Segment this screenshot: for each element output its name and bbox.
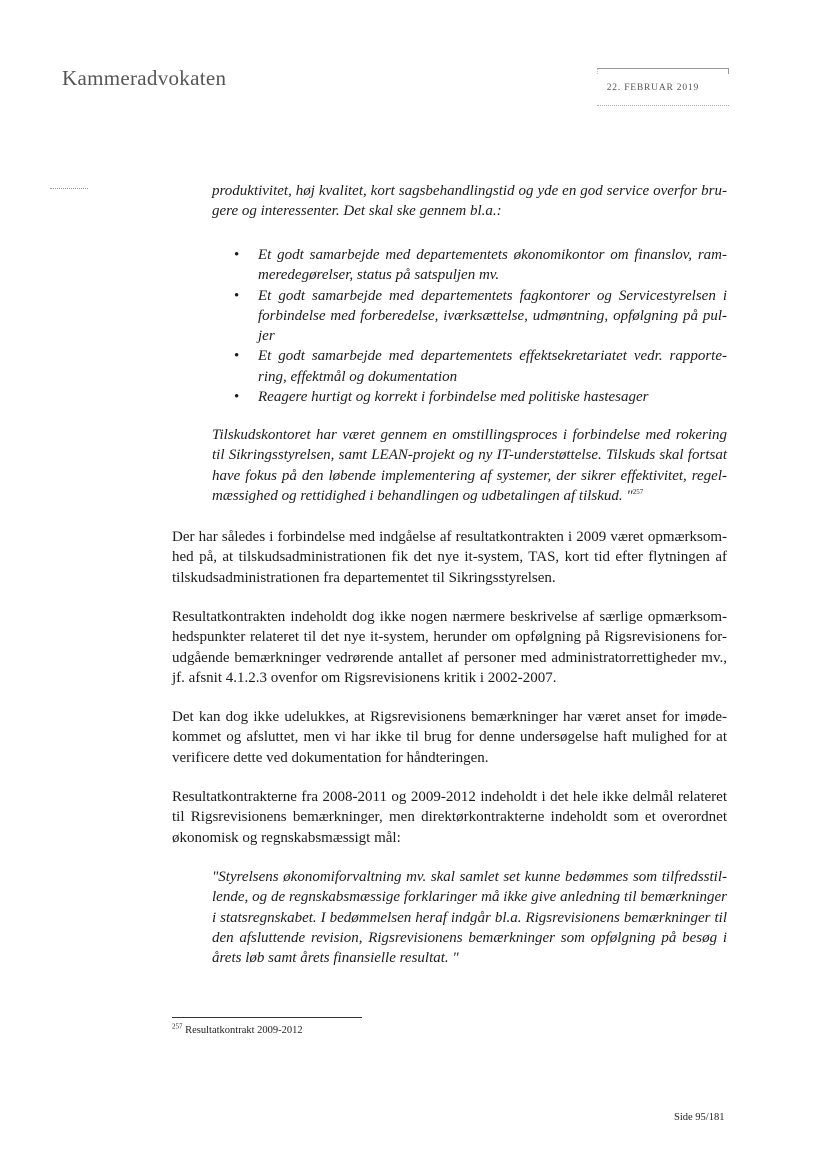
date-box-bottom-rule <box>597 105 729 106</box>
quote-closing-text: Tilskudskontoret har været gennem en omstillingsproces i forbindelse med rokering til Sikringsstyrelsen, samt LEAN-projekt og ny IT-understøttelse. Tilskuds skal fortsat have fokus på den løbende implementering af systemer, der sikrer effektivitet, regel-mæssighed og rettidighed i behandlingen og udbetalingen af tilskud. " <box>212 427 727 504</box>
document-date: 22. FEBRUAR 2019 <box>606 83 699 93</box>
footnote-number: 257 <box>172 1022 183 1031</box>
page-number: Side 95/181 <box>674 1112 725 1123</box>
body-paragraph: Der har således i forbindelse med indgåelse af resultatkontrakten i 2009 været opmærksom-hed på, at tilskudsadministrationen fik det nye it-system, TAS, kort tid efter flytningen af tilskudsadministrationen fra departementet til Sikringsstyrelsen. <box>172 529 727 586</box>
bullet-item <box>212 245 727 286</box>
bullet-icon: • <box>234 389 240 406</box>
quote-closing <box>212 425 727 506</box>
footnote-text: Resultatkontrakt 2009-2012 <box>185 1025 303 1036</box>
bullet-item <box>212 286 727 347</box>
footnote <box>172 1022 303 1036</box>
bullet-text: Et godt samarbejde med departementets fagkontorer og Servicestyrelsen i forbindelse med forberedelse, iværksættelse, udmøntning, opfølgning på pul-jer <box>258 287 727 345</box>
body-paragraph: Det kan dog ikke udelukkes, at Rigsrevisionens bemærkninger har været anset for imøde-kommet og afsluttet, men vi har ikke til brug for denne undersøgelse haft mulighed for at verificere dette ved dokumentation for håndteringen. <box>172 709 727 766</box>
margin-mark <box>50 188 88 189</box>
bullet-icon: • <box>234 348 240 365</box>
body-paragraph: Resultatkontrakten indeholdt dog ikke nogen nærmere beskrivelse af særlige opmærksom-hedspunkter relateret til det nye it-system, herunder om opfølgning på Rigsrevisionens for-udgående bemærkninger vedrørende antallet af personer med administratorrettigheder mv., jf. afsnit 4.1.2.3 ovenfor om Rigsrevisionens kritik i 2002-2007. <box>172 609 727 686</box>
bullet-icon: • <box>234 287 240 304</box>
date-box-top-rule <box>597 68 729 74</box>
footnote-divider <box>172 1017 362 1018</box>
bullet-icon: • <box>234 247 240 263</box>
kammeradvokaten-logo: Kammeradvokaten <box>62 66 227 90</box>
footnote-reference[interactable]: 257 <box>632 487 644 496</box>
bullet-text: Et godt samarbejde med departementets effektsekretariatet vedr. rapporte-ring, effektmål og dokumentation <box>258 348 727 385</box>
quote-block-2: "Styrelsens økonomiforvaltning mv. skal samlet set kunne bedømmes som tilfredsstil-lende, og de regnskabsmæssige forklaringer må ikke give anledning til bemærkninger i statsregnskabet. I bedømmelsen heraf indgår bl.a. Rigsrevisionens bemærkninger til den afsluttende revision, Rigsrevisionens bemærkninger som opfølgning på besøg i årets løb samt årets finansielle resultat. " <box>212 869 727 967</box>
bullet-item <box>212 387 727 407</box>
body-paragraph: Resultatkontrakterne fra 2008-2011 og 2009-2012 indeholdt i det hele ikke delmål relateret til Rigsrevisionens bemærkninger, men direktørkontrakterne indeholdt som et overordnet økonomisk og regnskabsmæssigt mål: <box>172 789 727 846</box>
date-box <box>597 66 729 106</box>
bullet-text: Et godt samarbejde med departementets økonomikontor om finanslov, ram-meredegørelser, status på satspuljen mv. <box>258 247 727 284</box>
quote-bullet-list <box>212 245 727 407</box>
bullet-item <box>212 346 727 387</box>
quote-intro: produktivitet, høj kvalitet, kort sagsbehandlingstid og yde en god service overfor bru-gere og interessenter. Det skal ske gennem bl.a.: <box>212 183 727 220</box>
bullet-text: Reagere hurtigt og korrekt i forbindelse med politiske hastesager <box>258 389 649 406</box>
